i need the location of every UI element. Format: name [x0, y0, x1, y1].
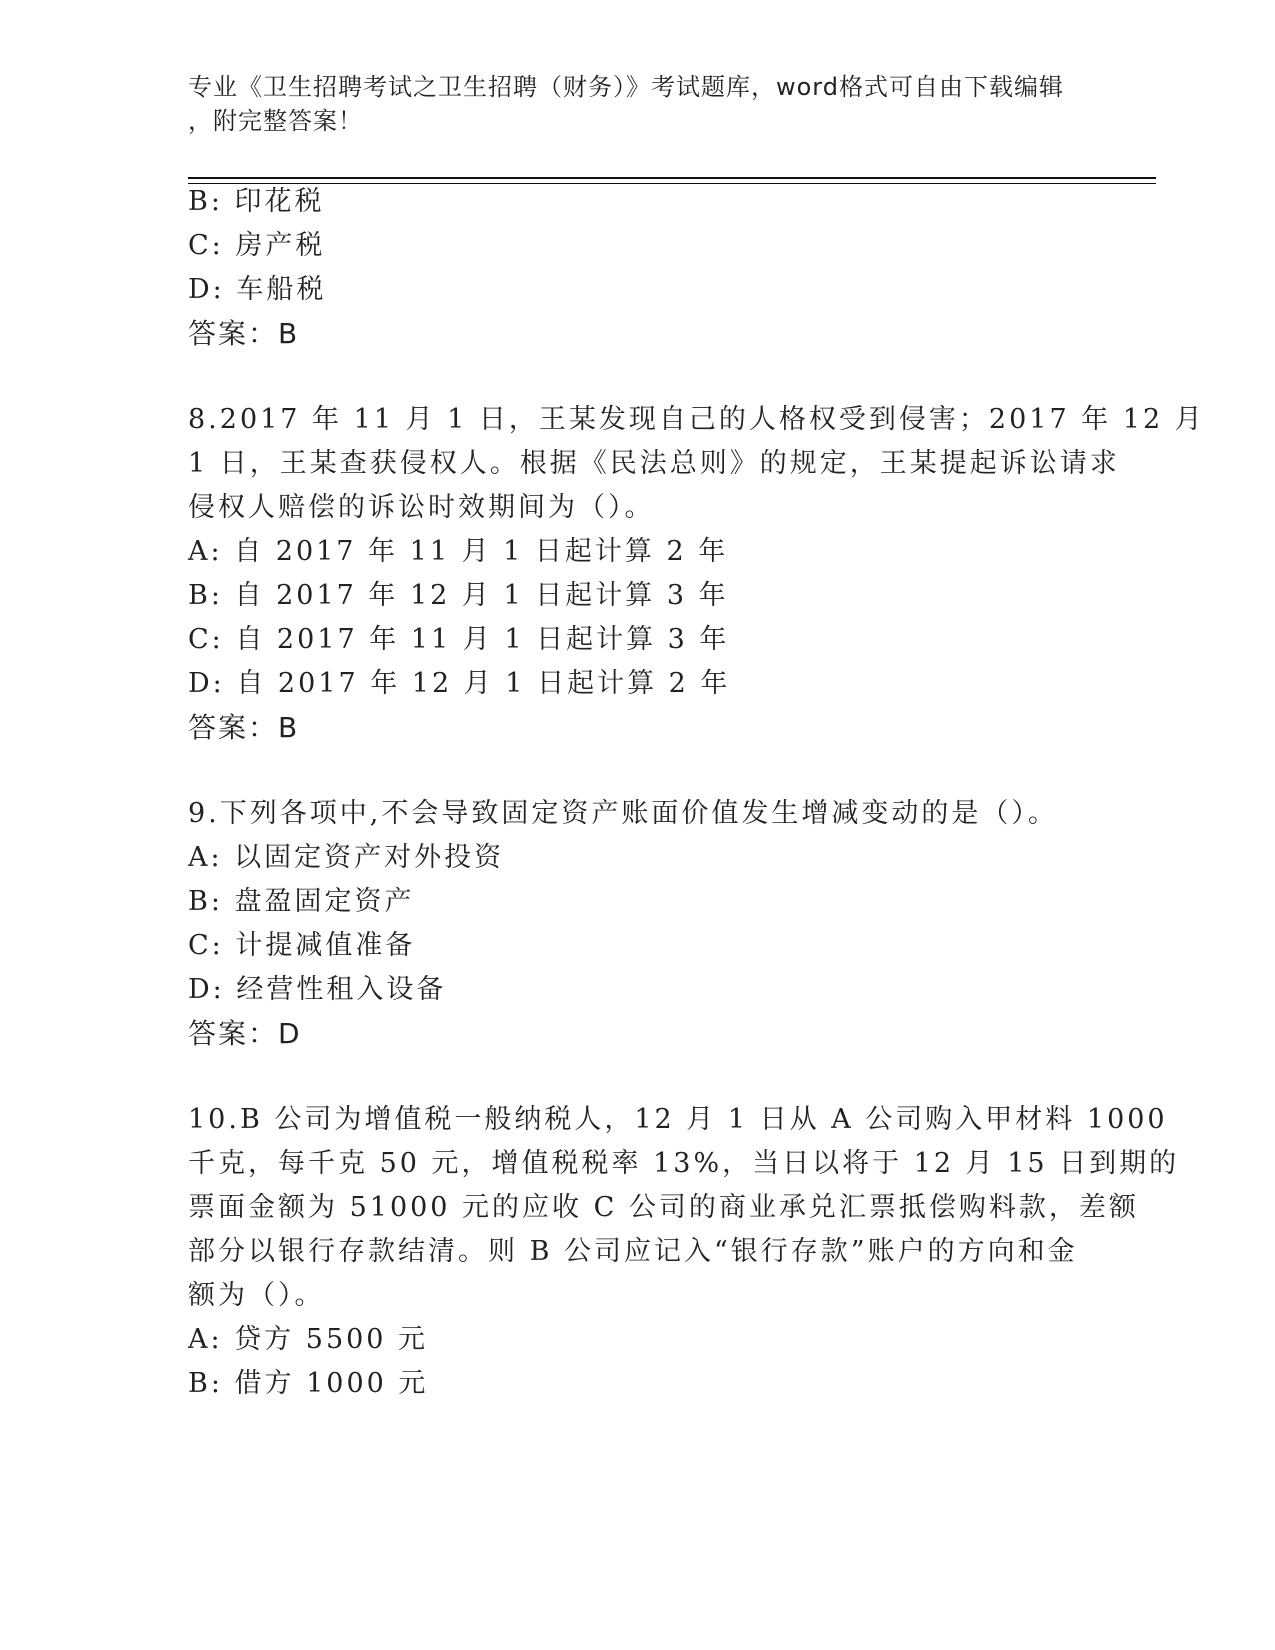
q8-stem-line-3: 侵权人赔偿的诉讼时效期间为（）。: [188, 492, 655, 523]
q10-stem-line-1: 10.B 公司为增值税一般纳税人，12 月 1 日从 A 公司购入甲材料 1000: [188, 1104, 1168, 1135]
q9-stem: 9.下列各项中,不会导致固定资产账面价值发生增减变动的是（）。: [188, 798, 1058, 829]
q8-option-d: D: 自 2017 年 12 月 1 日起计算 2 年: [188, 668, 731, 699]
q9-answer: 答案：D: [188, 1017, 302, 1050]
header-line-2: ，附完整答案！: [188, 107, 363, 135]
q9-option-c: C: 计提减值准备: [188, 930, 416, 961]
q10-stem-line-4: 部分以银行存款结清。则 B 公司应记入“银行存款”账户的方向和金: [188, 1236, 1078, 1267]
q8-stem-line-2: 1 日，王某查获侵权人。根据《民法总则》的规定，王某提起诉讼请求: [188, 448, 1120, 479]
q9-option-d: D: 经营性租入设备: [188, 974, 447, 1005]
header-rule-thick: [188, 177, 1156, 179]
header-line-1: 专业《卫生招聘考试之卫生招聘（财务）》考试题库，word格式可自由下载编辑: [188, 73, 1064, 101]
q10-stem-line-2: 千克，每千克 50 元，增值税税率 13%，当日以将于 12 月 15 日到期的: [188, 1148, 1180, 1179]
document-header: [188, 70, 1088, 138]
q8-option-b: B: 自 2017 年 12 月 1 日起计算 3 年: [188, 580, 729, 611]
q9-option-b: B: 盘盈固定资产: [188, 886, 415, 917]
header-rule-thin: [188, 183, 1156, 184]
q10-option-b: B: 借方 1000 元: [188, 1368, 429, 1399]
q8-option-a: A: 自 2017 年 11 月 1 日起计算 2 年: [188, 536, 729, 567]
q7-option-b: B: 印花税: [188, 186, 325, 217]
q8-option-c: C: 自 2017 年 11 月 1 日起计算 3 年: [188, 624, 730, 655]
q8-stem-line-1: 8.2017 年 11 月 1 日，王某发现自己的人格权受到侵害；2017 年 12 月: [188, 404, 1205, 435]
q8-answer: 答案：B: [188, 711, 300, 744]
q10-option-a: A: 贷方 5500 元: [188, 1324, 429, 1355]
q7-answer: 答案：B: [188, 317, 300, 350]
q10-stem-line-3: 票面金额为 51000 元的应收 C 公司的商业承兑汇票抵偿购料款，差额: [188, 1192, 1139, 1223]
q9-option-a: A: 以固定资产对外投资: [188, 842, 505, 873]
q10-stem-line-5: 额为（）。: [188, 1280, 325, 1311]
q7-option-d: D: 车船税: [188, 274, 327, 305]
q7-option-c: C: 房产税: [188, 230, 326, 261]
